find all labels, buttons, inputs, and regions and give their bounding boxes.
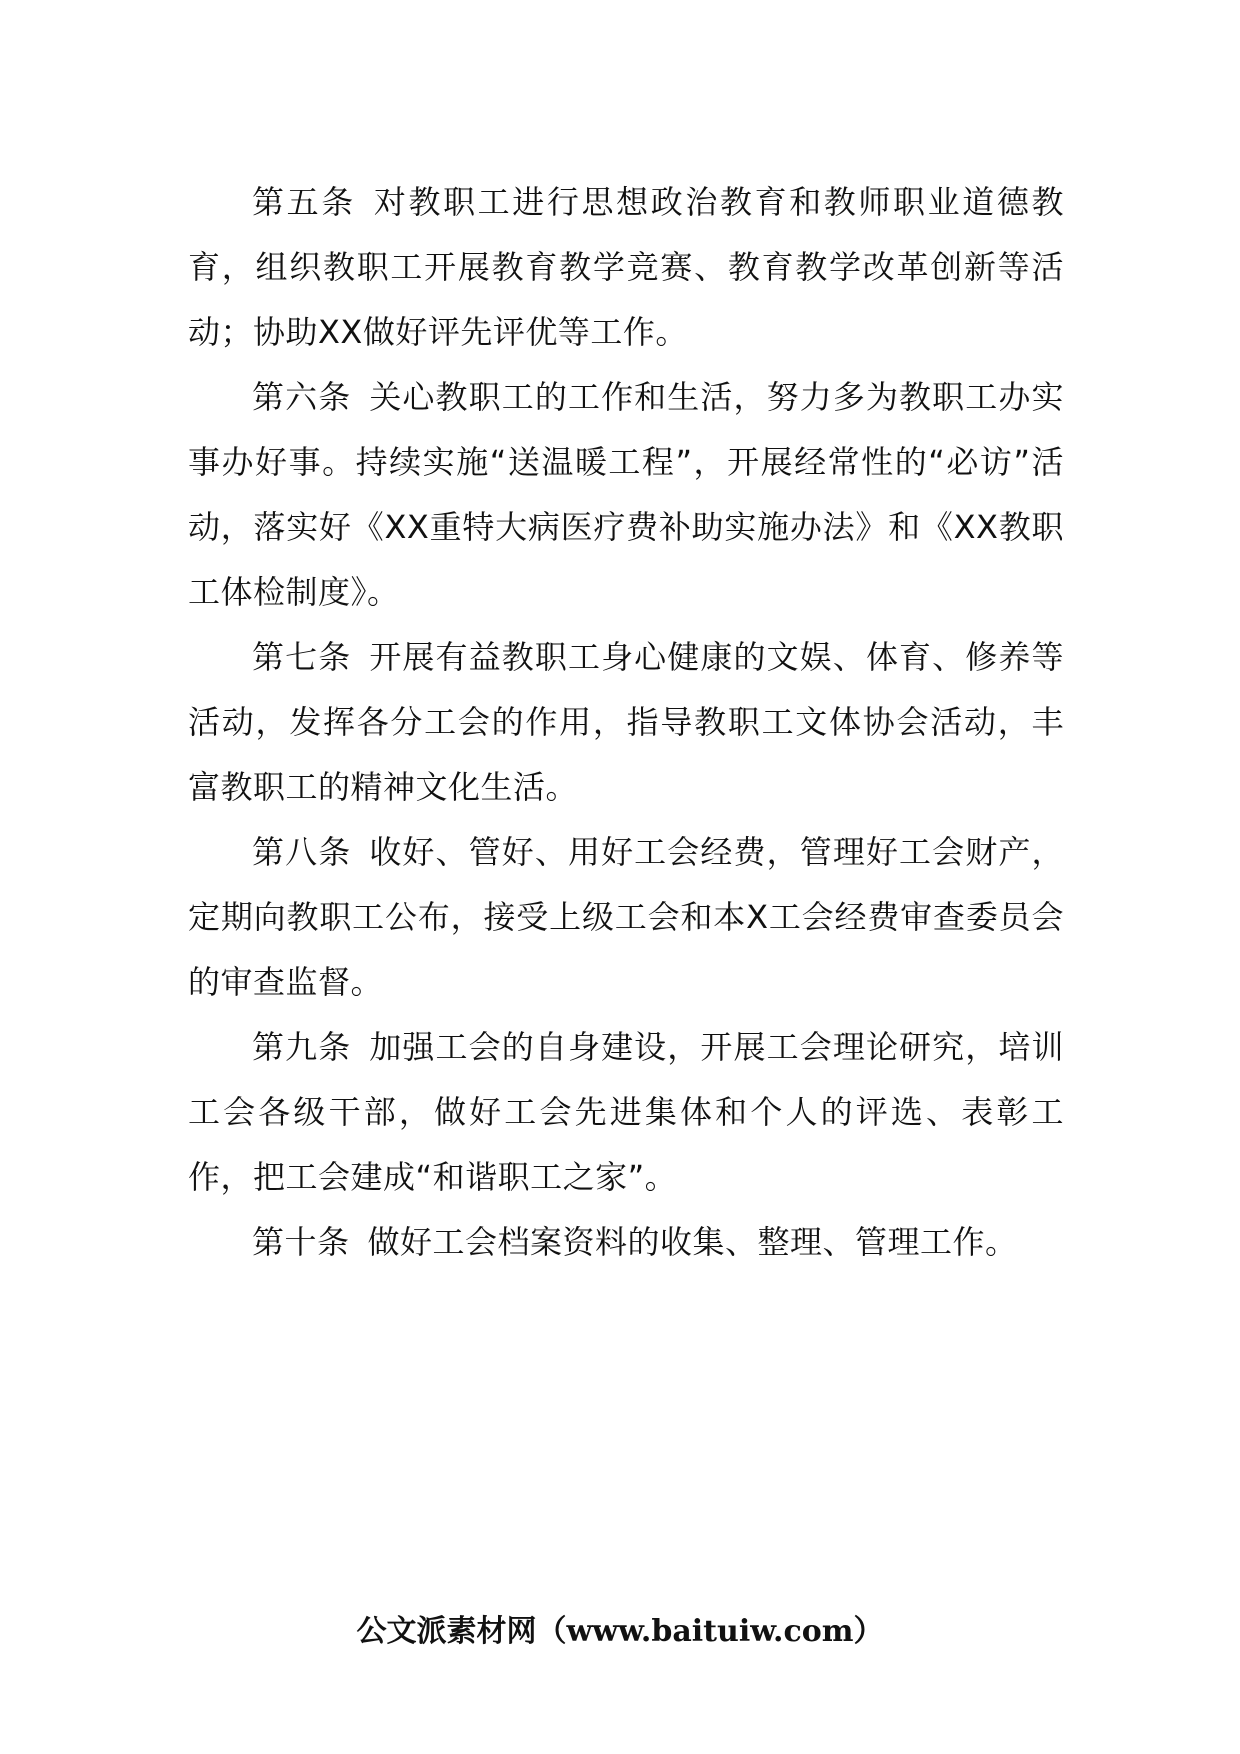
- article-7: [188, 625, 1064, 820]
- article-number: 第六条: [252, 378, 352, 416]
- article-number: 第七条: [252, 638, 352, 676]
- article-text: 开展有益教职工身心健康的文娱、体育、修养等活动，发挥各分工会的作用，指导教职工文体协会活动，丰富教职工的精神文化生活。: [188, 638, 1064, 806]
- article-text: 关心教职工的工作和生活，努力多为教职工办实事办好事。持续实施“送温暖工程”，开展经常性的“必访”活动，落实好《XX重特大病医疗费补助实施办法》和《XX教职工体检制度》。: [188, 378, 1064, 611]
- article-text: 对教职工进行思想政治教育和教师职业道德教育，组织教职工开展教育教学竞赛、教育教学改革创新等活动；协助XX做好评先评优等工作。: [188, 183, 1064, 351]
- document-body: [188, 170, 1064, 1275]
- article-number: 第五条: [252, 183, 356, 221]
- article-number: 第九条: [252, 1028, 352, 1066]
- article-text: 加强工会的自身建设，开展工会理论研究，培训工会各级干部，做好工会先进集体和个人的评选、表彰工作，把工会建成“和谐职工之家”。: [188, 1028, 1064, 1196]
- article-text: 收好、管好、用好工会经费，管理好工会财产，定期向教职工公布，接受上级工会和本X工会经费审查委员会的审查监督。: [188, 833, 1064, 1001]
- article-text: 做好工会档案资料的收集、整理、管理工作。: [367, 1223, 1018, 1261]
- article-number: 第八条: [252, 833, 352, 871]
- article-6: [188, 365, 1064, 625]
- article-9: [188, 1015, 1064, 1210]
- footer-source: 公文派素材网（www.baituiw.com）: [356, 1614, 884, 1649]
- article-5: [188, 170, 1064, 365]
- article-8: [188, 820, 1064, 1015]
- article-10: [188, 1210, 1064, 1275]
- article-number: 第十条: [252, 1223, 350, 1261]
